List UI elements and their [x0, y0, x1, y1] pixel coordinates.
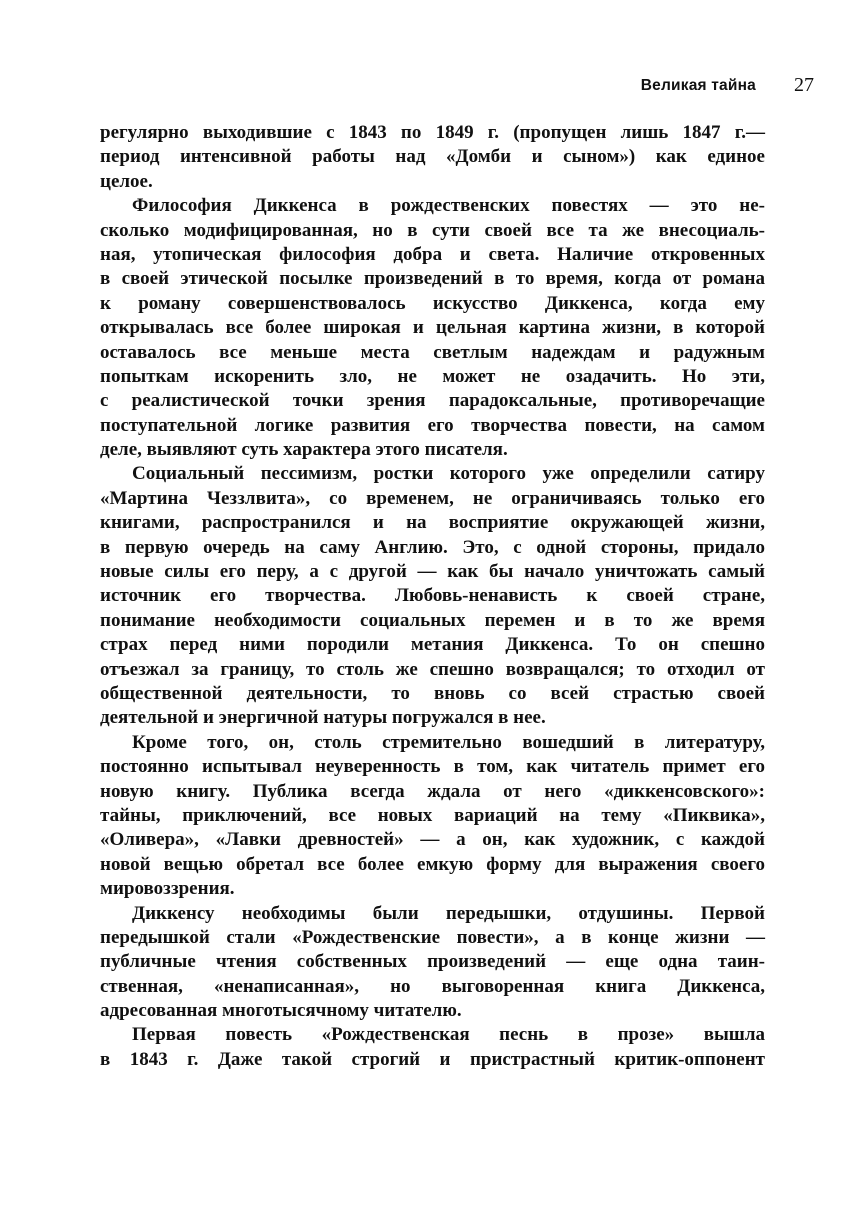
- running-title: Великая тайна: [640, 77, 756, 94]
- text-line: публичные чтения собственных произведений — еще одна таин-: [100, 951, 765, 973]
- text-line: источник его творчества. Любовь-ненависть к своей стране,: [100, 585, 765, 607]
- text-line: в своей этической посылке произведений в то время, когда от романа: [100, 268, 765, 290]
- text-line: регулярно выходившие с 1843 по 1849 г. (пропущен лишь 1847 г.—: [100, 122, 765, 143]
- text-line: попыткам искоренить зло, не может не озадачить. Но эти,: [100, 365, 765, 387]
- text-line: ственная, «ненаписанная», но выговоренная книга Диккенса,: [100, 975, 765, 997]
- text-line: страх перед ними породили метания Диккенса. То он спешно: [100, 634, 765, 656]
- text-line: адресованная многотысячному читателю.: [100, 1000, 462, 1022]
- text-line: к роману совершенствовалось искусство Диккенса, когда ему: [100, 292, 765, 314]
- text-line: сколько модифицированная, но в сути своей все та же внесоциаль-: [100, 219, 765, 241]
- text-line: постоянно испытывал неуверенность в том, как читатель примет его: [100, 756, 765, 778]
- text-line: с реалистической точки зрения парадоксальные, противоречащие: [100, 390, 765, 412]
- text-line: тайны, приключений, все новых вариаций на тему «Пиквика»,: [100, 804, 765, 826]
- text-line: Социальный пессимизм, ростки которого уже определили сатиру: [132, 463, 765, 485]
- text-line: отъезжал за границу, то столь же спешно возвращался; то отходил от: [100, 658, 765, 680]
- text-line: передышкой стали «Рождественские повести», а в конце жизни —: [100, 926, 765, 948]
- text-line: «Мартина Чеззлвита», со временем, не ограничиваясь только его: [100, 487, 765, 509]
- text-line: новой вещью обретал все более емкую форму для выражения своего: [100, 853, 765, 875]
- text-line: поступательной логике развития его творчества повести, на самом: [100, 414, 765, 436]
- text-line: книгами, распространился и на восприятие окружающей жизни,: [100, 512, 765, 534]
- text-line: новые силы его перу, а с другой — как бы начало уничтожать самый: [100, 561, 765, 583]
- text-line: «Оливера», «Лавки древностей» — а он, как художник, с каждой: [100, 829, 765, 851]
- text-line: в 1843 г. Даже такой строгий и пристрастный критик-оппонент: [100, 1048, 765, 1070]
- text-line: Философия Диккенса в рождественских повестях — это не-: [132, 195, 765, 217]
- text-line: мировоззрения.: [100, 878, 235, 900]
- text-line: деле, выявляют суть характера этого писателя.: [100, 439, 508, 461]
- text-line: целое.: [100, 170, 153, 192]
- text-line: период интенсивной работы над «Домби и сыном») как единое: [100, 146, 765, 168]
- running-head: [100, 74, 814, 100]
- text-line: открывалась все более широкая и цельная картина жизни, в которой: [100, 317, 765, 339]
- text-line: оставалось все меньше места светлым надеждам и радужным: [100, 341, 765, 363]
- text-line: Первая повесть «Рождественская песнь в прозе» вышла: [132, 1024, 765, 1046]
- text-line: общественной деятельности, то вновь со всей страстью своей: [100, 682, 765, 704]
- text-line: новую книгу. Публика всегда ждала от него «диккенсовского»:: [100, 780, 765, 802]
- text-line: понимание необходимости социальных перемен и в то же время: [100, 609, 765, 631]
- text-line: Кроме того, он, столь стремительно вошедший в литературу,: [132, 731, 765, 753]
- page-number: 27: [794, 74, 814, 96]
- body-text: [100, 121, 765, 1072]
- text-line: деятельной и энергичной натуры погружался в нее.: [100, 707, 546, 729]
- text-line: ная, утопическая философия добра и света. Наличие откровенных: [100, 243, 765, 265]
- text-line: Диккенсу необходимы были передышки, отдушины. Первой: [132, 902, 765, 924]
- text-line: в первую очередь на саму Англию. Это, с одной стороны, придало: [100, 536, 765, 558]
